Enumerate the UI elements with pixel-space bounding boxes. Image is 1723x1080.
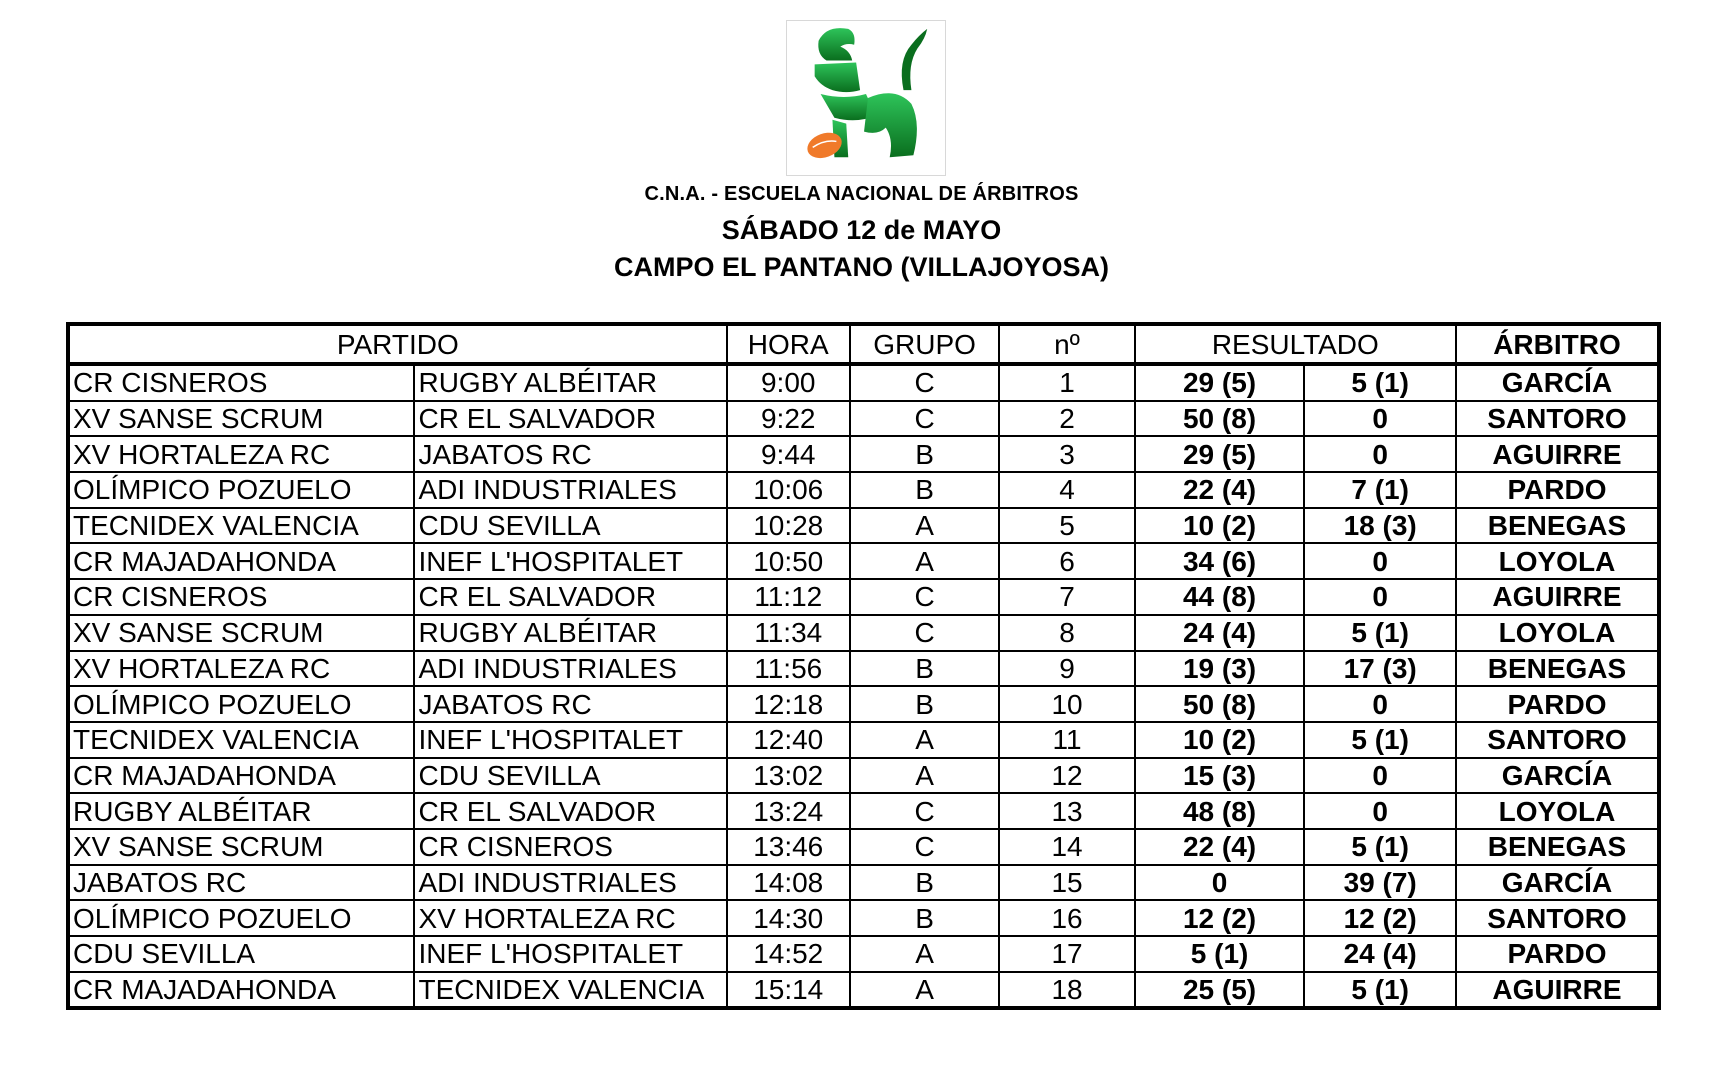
referee-cell: AGUIRRE xyxy=(1456,579,1659,615)
header-resultado: RESULTADO xyxy=(1135,324,1456,364)
away-score-cell: 0 xyxy=(1304,579,1456,615)
group-cell: B xyxy=(850,865,1000,901)
away-score-cell: 39 (7) xyxy=(1304,865,1456,901)
match-number-cell: 7 xyxy=(999,579,1134,615)
table-row xyxy=(68,472,1659,508)
header-hora: HORA xyxy=(727,324,850,364)
away-team-cell: CR EL SALVADOR xyxy=(414,793,726,829)
home-score-cell: 10 (2) xyxy=(1135,722,1305,758)
away-team-cell: INEF L'HOSPITALET xyxy=(414,936,726,972)
header-numero: nº xyxy=(999,324,1134,364)
away-score-cell: 0 xyxy=(1304,758,1456,794)
referee-cell: LOYOLA xyxy=(1456,543,1659,579)
home-team-cell: CR MAJADAHONDA xyxy=(68,972,414,1009)
away-team-cell: XV HORTALEZA RC xyxy=(414,900,726,936)
match-number-cell: 15 xyxy=(999,865,1134,901)
match-number-cell: 14 xyxy=(999,829,1134,865)
match-number-cell: 9 xyxy=(999,651,1134,687)
away-team-cell: CR EL SALVADOR xyxy=(414,401,726,437)
referee-cell: BENEGAS xyxy=(1456,829,1659,865)
time-cell: 11:34 xyxy=(727,615,850,651)
referee-cell: GARCÍA xyxy=(1456,364,1659,401)
referee-cell: BENEGAS xyxy=(1456,508,1659,544)
referee-cell: PARDO xyxy=(1456,936,1659,972)
away-score-cell: 5 (1) xyxy=(1304,364,1456,401)
away-score-cell: 5 (1) xyxy=(1304,722,1456,758)
referee-cell: BENEGAS xyxy=(1456,651,1659,687)
away-team-cell: CDU SEVILLA xyxy=(414,508,726,544)
time-cell: 13:24 xyxy=(727,793,850,829)
home-team-cell: OLÍMPICO POZUELO xyxy=(68,686,414,722)
match-number-cell: 10 xyxy=(999,686,1134,722)
home-team-cell: XV SANSE SCRUM xyxy=(68,615,414,651)
time-cell: 10:28 xyxy=(727,508,850,544)
organization-title: C.N.A. - ESCUELA NACIONAL DE ÁRBITROS xyxy=(644,183,1079,205)
group-cell: A xyxy=(850,758,1000,794)
time-cell: 9:00 xyxy=(727,364,850,401)
home-score-cell: 24 (4) xyxy=(1135,615,1305,651)
match-number-cell: 16 xyxy=(999,900,1134,936)
away-team-cell: CR EL SALVADOR xyxy=(414,579,726,615)
table-row xyxy=(68,793,1659,829)
group-cell: B xyxy=(850,436,1000,472)
home-team-cell: XV SANSE SCRUM xyxy=(68,829,414,865)
time-cell: 14:52 xyxy=(727,936,850,972)
table-row xyxy=(68,936,1659,972)
away-score-cell: 7 (1) xyxy=(1304,472,1456,508)
referee-cell: AGUIRRE xyxy=(1456,436,1659,472)
match-number-cell: 3 xyxy=(999,436,1134,472)
time-cell: 10:06 xyxy=(727,472,850,508)
group-cell: A xyxy=(850,508,1000,544)
referee-cell: AGUIRRE xyxy=(1456,972,1659,1009)
home-score-cell: 25 (5) xyxy=(1135,972,1305,1009)
referee-cell: LOYOLA xyxy=(1456,615,1659,651)
table-row xyxy=(68,865,1659,901)
header-arbitro: ÁRBITRO xyxy=(1456,324,1659,364)
group-cell: B xyxy=(850,686,1000,722)
group-cell: A xyxy=(850,543,1000,579)
referee-cell: SANTORO xyxy=(1456,900,1659,936)
table-row xyxy=(68,364,1659,401)
time-cell: 11:56 xyxy=(727,651,850,687)
time-cell: 12:18 xyxy=(727,686,850,722)
group-cell: C xyxy=(850,401,1000,437)
referee-cell: GARCÍA xyxy=(1456,758,1659,794)
match-number-cell: 6 xyxy=(999,543,1134,579)
group-cell: B xyxy=(850,900,1000,936)
home-team-cell: RUGBY ALBÉITAR xyxy=(68,793,414,829)
match-number-cell: 1 xyxy=(999,364,1134,401)
time-cell: 15:14 xyxy=(727,972,850,1009)
table-row xyxy=(68,508,1659,544)
referee-cell: SANTORO xyxy=(1456,401,1659,437)
match-number-cell: 17 xyxy=(999,936,1134,972)
home-team-cell: CR CISNEROS xyxy=(68,579,414,615)
group-cell: C xyxy=(850,579,1000,615)
table-row xyxy=(68,579,1659,615)
referee-cell: PARDO xyxy=(1456,472,1659,508)
table-row xyxy=(68,436,1659,472)
header-grupo: GRUPO xyxy=(850,324,1000,364)
away-team-cell: ADI INDUSTRIALES xyxy=(414,472,726,508)
away-score-cell: 5 (1) xyxy=(1304,829,1456,865)
group-cell: A xyxy=(850,972,1000,1009)
away-team-cell: JABATOS RC xyxy=(414,686,726,722)
away-score-cell: 0 xyxy=(1304,436,1456,472)
time-cell: 14:08 xyxy=(727,865,850,901)
lion-rugby-ball-logo xyxy=(786,20,946,176)
match-number-cell: 12 xyxy=(999,758,1134,794)
away-score-cell: 0 xyxy=(1304,686,1456,722)
home-score-cell: 12 (2) xyxy=(1135,900,1305,936)
match-number-cell: 4 xyxy=(999,472,1134,508)
home-team-cell: CR CISNEROS xyxy=(68,364,414,401)
away-team-cell: CR CISNEROS xyxy=(414,829,726,865)
home-score-cell: 10 (2) xyxy=(1135,508,1305,544)
away-team-cell: RUGBY ALBÉITAR xyxy=(414,364,726,401)
away-team-cell: TECNIDEX VALENCIA xyxy=(414,972,726,1009)
table-row xyxy=(68,900,1659,936)
table-row xyxy=(68,972,1659,1009)
time-cell: 13:02 xyxy=(727,758,850,794)
home-score-cell: 5 (1) xyxy=(1135,936,1305,972)
home-score-cell: 15 (3) xyxy=(1135,758,1305,794)
table-row xyxy=(68,722,1659,758)
table-row xyxy=(68,401,1659,437)
match-number-cell: 11 xyxy=(999,722,1134,758)
table-row xyxy=(68,686,1659,722)
away-score-cell: 18 (3) xyxy=(1304,508,1456,544)
referee-cell: LOYOLA xyxy=(1456,793,1659,829)
home-team-cell: CR MAJADAHONDA xyxy=(68,758,414,794)
match-schedule-table xyxy=(66,322,1661,1010)
home-score-cell: 44 (8) xyxy=(1135,579,1305,615)
group-cell: C xyxy=(850,615,1000,651)
home-score-cell: 0 xyxy=(1135,865,1305,901)
event-date: SÁBADO 12 de MAYO xyxy=(721,215,1002,245)
group-cell: A xyxy=(850,936,1000,972)
time-cell: 13:46 xyxy=(727,829,850,865)
home-team-cell: XV HORTALEZA RC xyxy=(68,436,414,472)
away-team-cell: CDU SEVILLA xyxy=(414,758,726,794)
group-cell: C xyxy=(850,829,1000,865)
away-score-cell: 5 (1) xyxy=(1304,972,1456,1009)
table-row xyxy=(68,758,1659,794)
table-row xyxy=(68,651,1659,687)
home-team-cell: CR MAJADAHONDA xyxy=(68,543,414,579)
home-team-cell: XV SANSE SCRUM xyxy=(68,401,414,437)
time-cell: 12:40 xyxy=(727,722,850,758)
table-row xyxy=(68,615,1659,651)
match-number-cell: 13 xyxy=(999,793,1134,829)
group-cell: B xyxy=(850,472,1000,508)
home-score-cell: 29 (5) xyxy=(1135,436,1305,472)
match-number-cell: 18 xyxy=(999,972,1134,1009)
event-venue: CAMPO EL PANTANO (VILLAJOYOSA) xyxy=(613,252,1110,282)
home-score-cell: 19 (3) xyxy=(1135,651,1305,687)
away-team-cell: INEF L'HOSPITALET xyxy=(414,543,726,579)
home-team-cell: OLÍMPICO POZUELO xyxy=(68,900,414,936)
home-score-cell: 50 (8) xyxy=(1135,686,1305,722)
time-cell: 14:30 xyxy=(727,900,850,936)
away-score-cell: 0 xyxy=(1304,401,1456,437)
table-row xyxy=(68,829,1659,865)
home-team-cell: TECNIDEX VALENCIA xyxy=(68,722,414,758)
match-number-cell: 5 xyxy=(999,508,1134,544)
referee-cell: PARDO xyxy=(1456,686,1659,722)
home-team-cell: JABATOS RC xyxy=(68,865,414,901)
away-score-cell: 17 (3) xyxy=(1304,651,1456,687)
home-score-cell: 22 (4) xyxy=(1135,472,1305,508)
header-partido: PARTIDO xyxy=(68,324,727,364)
group-cell: C xyxy=(850,364,1000,401)
time-cell: 9:44 xyxy=(727,436,850,472)
home-team-cell: OLÍMPICO POZUELO xyxy=(68,472,414,508)
away-score-cell: 0 xyxy=(1304,793,1456,829)
home-team-cell: CDU SEVILLA xyxy=(68,936,414,972)
time-cell: 10:50 xyxy=(727,543,850,579)
home-score-cell: 48 (8) xyxy=(1135,793,1305,829)
referee-cell: SANTORO xyxy=(1456,722,1659,758)
group-cell: B xyxy=(850,651,1000,687)
away-team-cell: ADI INDUSTRIALES xyxy=(414,651,726,687)
home-team-cell: XV HORTALEZA RC xyxy=(68,651,414,687)
time-cell: 11:12 xyxy=(727,579,850,615)
away-team-cell: RUGBY ALBÉITAR xyxy=(414,615,726,651)
match-number-cell: 2 xyxy=(999,401,1134,437)
away-score-cell: 12 (2) xyxy=(1304,900,1456,936)
home-score-cell: 34 (6) xyxy=(1135,543,1305,579)
group-cell: C xyxy=(850,793,1000,829)
table-row xyxy=(68,543,1659,579)
home-score-cell: 22 (4) xyxy=(1135,829,1305,865)
away-score-cell: 0 xyxy=(1304,543,1456,579)
match-number-cell: 8 xyxy=(999,615,1134,651)
home-team-cell: TECNIDEX VALENCIA xyxy=(68,508,414,544)
home-score-cell: 50 (8) xyxy=(1135,401,1305,437)
referee-cell: GARCÍA xyxy=(1456,865,1659,901)
home-score-cell: 29 (5) xyxy=(1135,364,1305,401)
away-score-cell: 5 (1) xyxy=(1304,615,1456,651)
away-team-cell: JABATOS RC xyxy=(414,436,726,472)
away-team-cell: ADI INDUSTRIALES xyxy=(414,865,726,901)
table-header-row xyxy=(68,324,1659,364)
away-score-cell: 24 (4) xyxy=(1304,936,1456,972)
time-cell: 9:22 xyxy=(727,401,850,437)
away-team-cell: INEF L'HOSPITALET xyxy=(414,722,726,758)
group-cell: A xyxy=(850,722,1000,758)
